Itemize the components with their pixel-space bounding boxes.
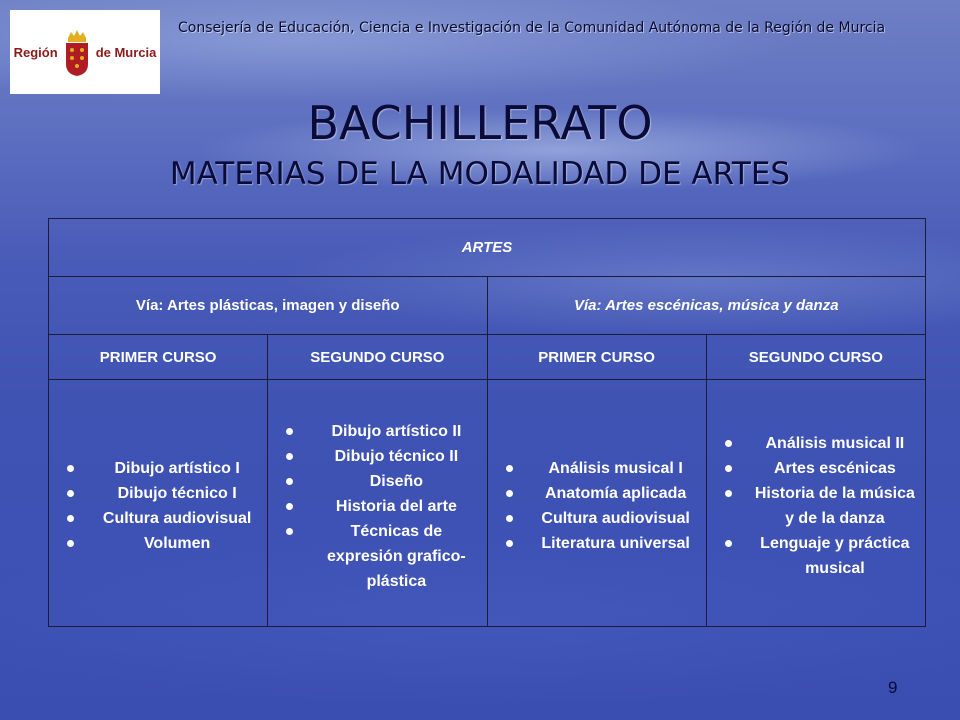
subject-item bbox=[494, 456, 700, 481]
subject-label: Análisis musical I bbox=[548, 460, 683, 477]
subject-label: Literatura universal bbox=[541, 535, 690, 552]
subject-label: Lenguaje y práctica musical bbox=[760, 535, 910, 577]
subjects-cell bbox=[706, 380, 925, 627]
page-subtitle: MATERIAS DE LA MODALIDAD DE ARTES bbox=[169, 156, 791, 192]
subject-item bbox=[274, 519, 480, 594]
subject-item bbox=[55, 456, 261, 481]
subject-label: Dibujo artístico II bbox=[331, 422, 462, 440]
subject-label: Diseño bbox=[369, 472, 424, 490]
bullet-icon bbox=[286, 428, 293, 435]
bullet-icon bbox=[286, 503, 293, 510]
subject-item bbox=[494, 481, 700, 506]
subject-label: Cultura audiovisual bbox=[102, 510, 252, 527]
subject-item bbox=[55, 531, 261, 556]
bullet-icon bbox=[286, 528, 293, 535]
bullet-icon bbox=[725, 490, 732, 497]
subject-label: Cultura audiovisual bbox=[541, 510, 690, 527]
curso-header: PRIMER CURSO bbox=[487, 335, 706, 380]
subjects-list bbox=[488, 456, 706, 556]
subject-item bbox=[274, 494, 480, 519]
via-row bbox=[49, 277, 926, 335]
via-artes-escenicas: Vía: Artes escénicas, música y danza bbox=[487, 277, 926, 335]
table-heading-row bbox=[49, 219, 926, 277]
subject-label: Historia de la música y de la danza bbox=[754, 485, 915, 527]
coat-of-arms-icon bbox=[62, 26, 92, 78]
subject-item bbox=[713, 481, 919, 531]
subject-item bbox=[713, 431, 919, 456]
curso-header: PRIMER CURSO bbox=[49, 335, 268, 380]
bullet-icon bbox=[506, 465, 513, 472]
subject-item bbox=[713, 456, 919, 481]
subjects-cell bbox=[268, 380, 487, 627]
subject-label: Historia del arte bbox=[335, 497, 457, 515]
bullet-icon bbox=[506, 540, 513, 547]
subject-label: Dibujo técnico I bbox=[117, 485, 237, 502]
subjects-cell bbox=[49, 380, 268, 627]
subject-item bbox=[274, 469, 480, 494]
subject-label: Volumen bbox=[143, 535, 211, 552]
subject-item bbox=[55, 481, 261, 506]
subject-item bbox=[274, 419, 480, 444]
subject-item bbox=[274, 444, 480, 469]
curso-row bbox=[49, 335, 926, 380]
subject-item bbox=[494, 506, 700, 531]
bullet-icon bbox=[506, 515, 513, 522]
bullet-icon bbox=[725, 465, 732, 472]
bullet-icon bbox=[725, 440, 732, 447]
curso-header: SEGUNDO CURSO bbox=[706, 335, 925, 380]
bullet-icon bbox=[67, 540, 74, 547]
logo-text-right: de Murcia bbox=[95, 44, 157, 60]
subjects-list bbox=[707, 431, 925, 581]
header-caption: Consejería de Educación, Ciencia e Investigación de la Comunidad Autónoma de la Región de Murcia bbox=[178, 20, 886, 36]
subjects-table bbox=[48, 218, 926, 627]
bullet-icon bbox=[67, 515, 74, 522]
bullet-icon bbox=[67, 490, 74, 497]
bullet-icon bbox=[725, 540, 732, 547]
subject-label: Anatomía aplicada bbox=[544, 485, 687, 502]
subject-item bbox=[713, 531, 919, 581]
subjects-cell bbox=[487, 380, 706, 627]
subject-item bbox=[55, 506, 261, 531]
page-number: 9 bbox=[888, 678, 898, 697]
bullet-icon bbox=[67, 465, 74, 472]
curso-header: SEGUNDO CURSO bbox=[268, 335, 487, 380]
subjects-row bbox=[49, 380, 926, 627]
bullet-icon bbox=[286, 478, 293, 485]
subject-item bbox=[494, 531, 700, 556]
via-artes-plasticas: Vía: Artes plásticas, imagen y diseño bbox=[49, 277, 488, 335]
subject-label: Dibujo técnico II bbox=[334, 447, 459, 465]
subject-label: Técnicas de expresión grafico-plástica bbox=[327, 522, 466, 590]
subject-label: Dibujo artístico I bbox=[114, 460, 240, 477]
region-murcia-logo bbox=[10, 10, 160, 94]
subjects-list bbox=[49, 456, 267, 556]
logo-text-left: Región bbox=[13, 44, 58, 60]
subject-label: Análisis musical II bbox=[765, 435, 905, 452]
page-title: BACHILLERATO bbox=[307, 96, 653, 150]
bullet-icon bbox=[286, 453, 293, 460]
subjects-list bbox=[268, 419, 486, 594]
table-heading: ARTES bbox=[49, 219, 926, 277]
subject-label: Artes escénicas bbox=[773, 460, 896, 477]
bullet-icon bbox=[506, 490, 513, 497]
